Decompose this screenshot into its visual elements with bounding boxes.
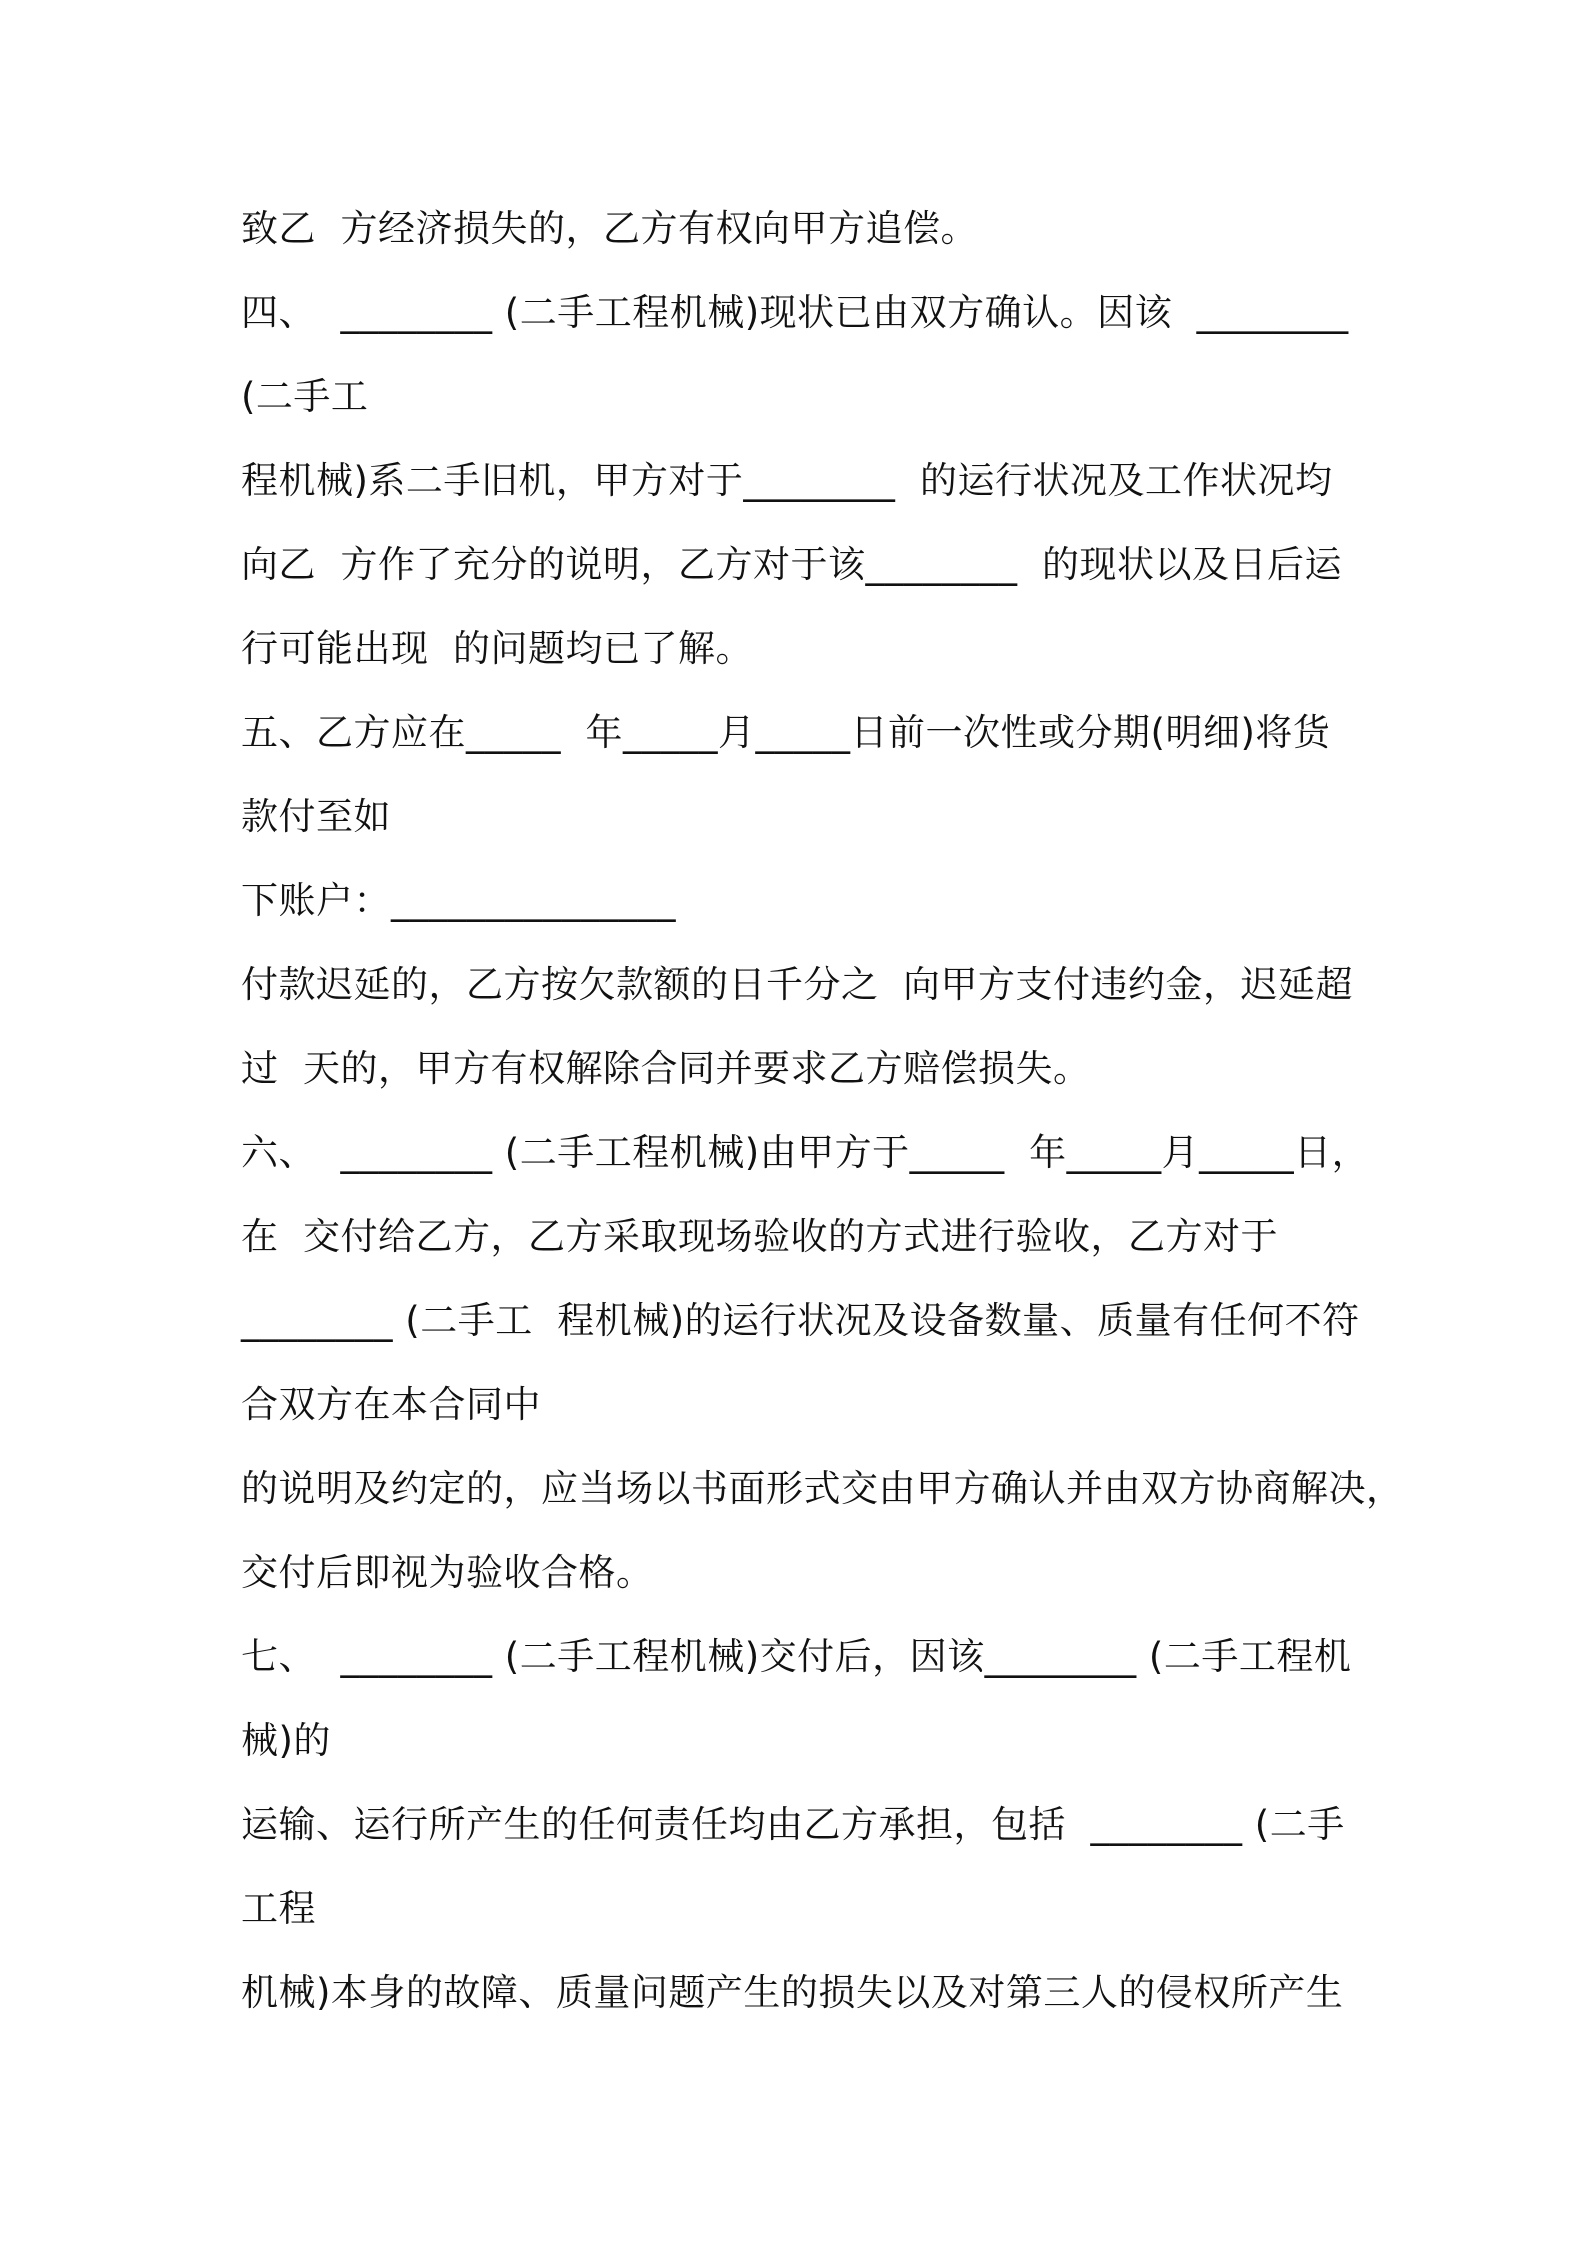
text-line: ________ (二手工 程机械)的运行状况及设备数量、质量有任何不符 — [241, 1299, 1360, 1342]
text-line: (二手工 — [241, 375, 369, 418]
text-line: 行可能出现 的问题均已了解。 — [241, 627, 754, 670]
text-line: 在 交付给乙方，乙方采取现场验收的方式进行验收，乙方对于 — [241, 1215, 1279, 1258]
text-line: 交付后即视为验收合格。 — [241, 1551, 654, 1594]
text-line: 合双方在本合同中 — [241, 1383, 541, 1426]
text-line: 向乙 方作了充分的说明，乙方对于该________ 的现状以及日后运 — [241, 543, 1343, 586]
text-line: 机械)本身的故障、质量问题产生的损失以及对第三人的侵权所产生 — [241, 1971, 1344, 2014]
text-line: 致乙 方经济损失的，乙方有权向甲方追偿。 — [241, 207, 979, 250]
text-line: 六、 ________ (二手工程机械)由甲方于_____ 年_____月_____日， — [241, 1131, 1370, 1174]
text-line: 四、 ________ (二手工程机械)现状已由双方确认。因该 ________ — [241, 291, 1349, 334]
text-line: 五、乙方应在_____ 年_____月_____日前一次性或分期(明细)将货 — [241, 711, 1331, 754]
text-line: 款付至如 — [241, 795, 391, 838]
text-line: 运输、运行所产生的任何责任均由乙方承担，包括 ________ (二手 — [241, 1803, 1345, 1846]
text-line: 械)的 — [241, 1719, 331, 1762]
text-line: 付款迟延的，乙方按欠款额的日千分之 向甲方支付违约金，迟延超 — [241, 963, 1354, 1006]
text-line: 过 天的，甲方有权解除合同并要求乙方赔偿损失。 — [241, 1047, 1091, 1090]
text-line: 七、 ________ (二手工程机械)交付后，因该________ (二手工程机 — [241, 1635, 1352, 1678]
text-line: 工程 — [241, 1887, 316, 1930]
text-line: 的说明及约定的，应当场以书面形式交由甲方确认并由双方协商解决， — [241, 1467, 1404, 1510]
text-line: 程机械)系二手旧机，甲方对于________ 的运行状况及工作状况均 — [241, 459, 1333, 502]
text-line: 下账户：_______________ — [241, 879, 676, 922]
